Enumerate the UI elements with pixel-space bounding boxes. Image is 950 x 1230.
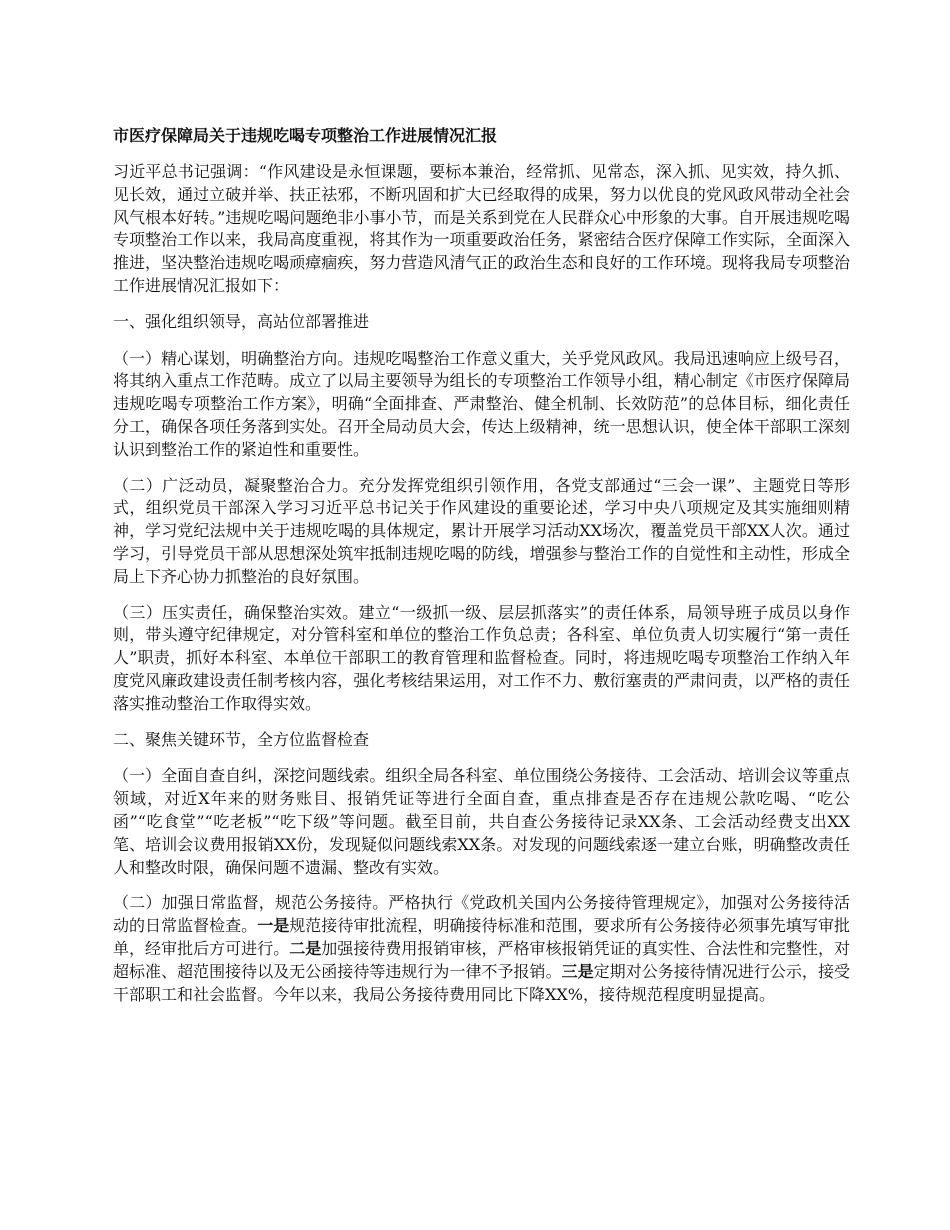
section-heading-2: 二、聚焦关键环节，全方位监督检查 [113,729,370,749]
document-page [113,124,850,1019]
ordinal-marker-2: 二是 [289,938,322,958]
section-2-paragraph-1: （一）全面自查自纠，深挖问题线索。组织全局各科室、单位围绕公务接待、工会活动、培训会议等重点领域，对近X年来的财务账目、报销凭证等进行全面自查，重点排查是否存在违规公款吃喝、“吃公函”“吃食堂”“吃老板”“吃下级”等问题。截至目前，共自查公务接待记录XX条、工会活动经费支出XX笔、培训会议费用报销XX份，发现疑似问题线索XX条。对发现的问题线索逐一建立台账，明确整改责任人和整改时限，确保问题不遗漏、整改有实效。 [113,766,850,877]
ordinal-marker-3: 三是 [561,961,594,981]
paragraph-lead-text: （二）加强日常监督，规范公务接待。严格执行《党政机关国内公务接待管理规定》，加强对公务接待活动的日常监督检查。 [113,893,850,936]
section-1-paragraph-3: （三）压实责任，确保整治实效。建立“一级抓一级、层层抓落实”的责任体系，局领导班子成员以身作则，带头遵守纪律规定，对分管科室和单位的整治工作负总责；各科室、单位负责人切实履行“第一责任人”职责，抓好本科室、本单位干部职工的教育管理和监督检查。同时，将违规吃喝专项整治工作纳入年度党风廉政建设责任制考核内容，强化考核结果运用，对工作不力、敷衍塞责的严肃问责，以严格的责任落实推动整治工作取得实效。 [113,602,850,713]
ordinal-marker-1: 一是 [257,916,290,936]
paragraph-segment-2: 加强接待费用报销审核，严格审核报销凭证的真实性、合法性和完整性，对超标准、超范围接待以及无公函接待等违规行为一律不予报销。 [113,938,850,981]
section-2-paragraph-2 [113,892,850,1006]
document-title: 市医疗保障局关于违规吃喝专项整治工作进展情况汇报 [113,126,498,145]
intro-paragraph: 习近平总书记强调：“作风建设是永恒课题，要标本兼治，经常抓、见常态，深入抓、见实效，持久抓、见长效，通过立破并举、扶正祛邪，不断巩固和扩大已经取得的成果，努力以优良的党风政风带动全社会风气根本好转。”违规吃喝问题绝非小事小节，而是关系到党在人民群众心中形象的大事。自开展违规吃喝专项整治工作以来，我局高度重视，将其作为一项重要政治任务，紧密结合医疗保障工作实际，全面深入推进，坚决整治违规吃喝顽瘴痼疾，努力营造风清气正的政治生态和良好的工作环境。现将我局专项整治工作进展情况汇报如下： [113,162,850,295]
section-heading-1: 一、强化组织领导，高站位部署推进 [113,311,370,331]
section-1-paragraph-2: （二）广泛动员，凝聚整治合力。充分发挥党组织引领作用，各党支部通过“三会一课”、主题党日等形式，组织党员干部深入学习习近平总书记关于作风建设的重要论述，学习中央八项规定及其实施细则精神，学习党纪法规中关于违规吃喝的具体规定，累计开展学习活动XX场次，覆盖党员干部XX人次。通过学习，引导党员干部从思想深处筑牢抵制违规吃喝的防线，增强参与整治工作的自觉性和主动性，形成全局上下齐心协力抓整治的良好氛围。 [113,475,850,586]
section-1-paragraph-1: （一）精心谋划，明确整治方向。违规吃喝整治工作意义重大，关乎党风政风。我局迅速响应上级号召，将其纳入重点工作范畴。成立了以局主要领导为组长的专项整治工作领导小组，精心制定《市医疗保障局违规吃喝专项整治工作方案》，明确“全面排查、严肃整治、健全机制、长效防范”的总体目标，细化责任分工，确保各项任务落到实处。召开全局动员大会，传达上级精神，统一思想认识，使全体干部职工深刻认识到整治工作的紧迫性和重要性。 [113,348,850,459]
paragraph-segment-1: 规范接待审批流程，明确接待标准和范围，要求所有公务接待必须事先填写审批单，经审批后方可进行。 [113,916,850,958]
paragraph-segment-3: 定期对公务接待情况进行公示，接受干部职工和社会监督。今年以来，我局公务接待费用同比下降XX%，接待规范程度明显提高。 [113,961,850,1004]
